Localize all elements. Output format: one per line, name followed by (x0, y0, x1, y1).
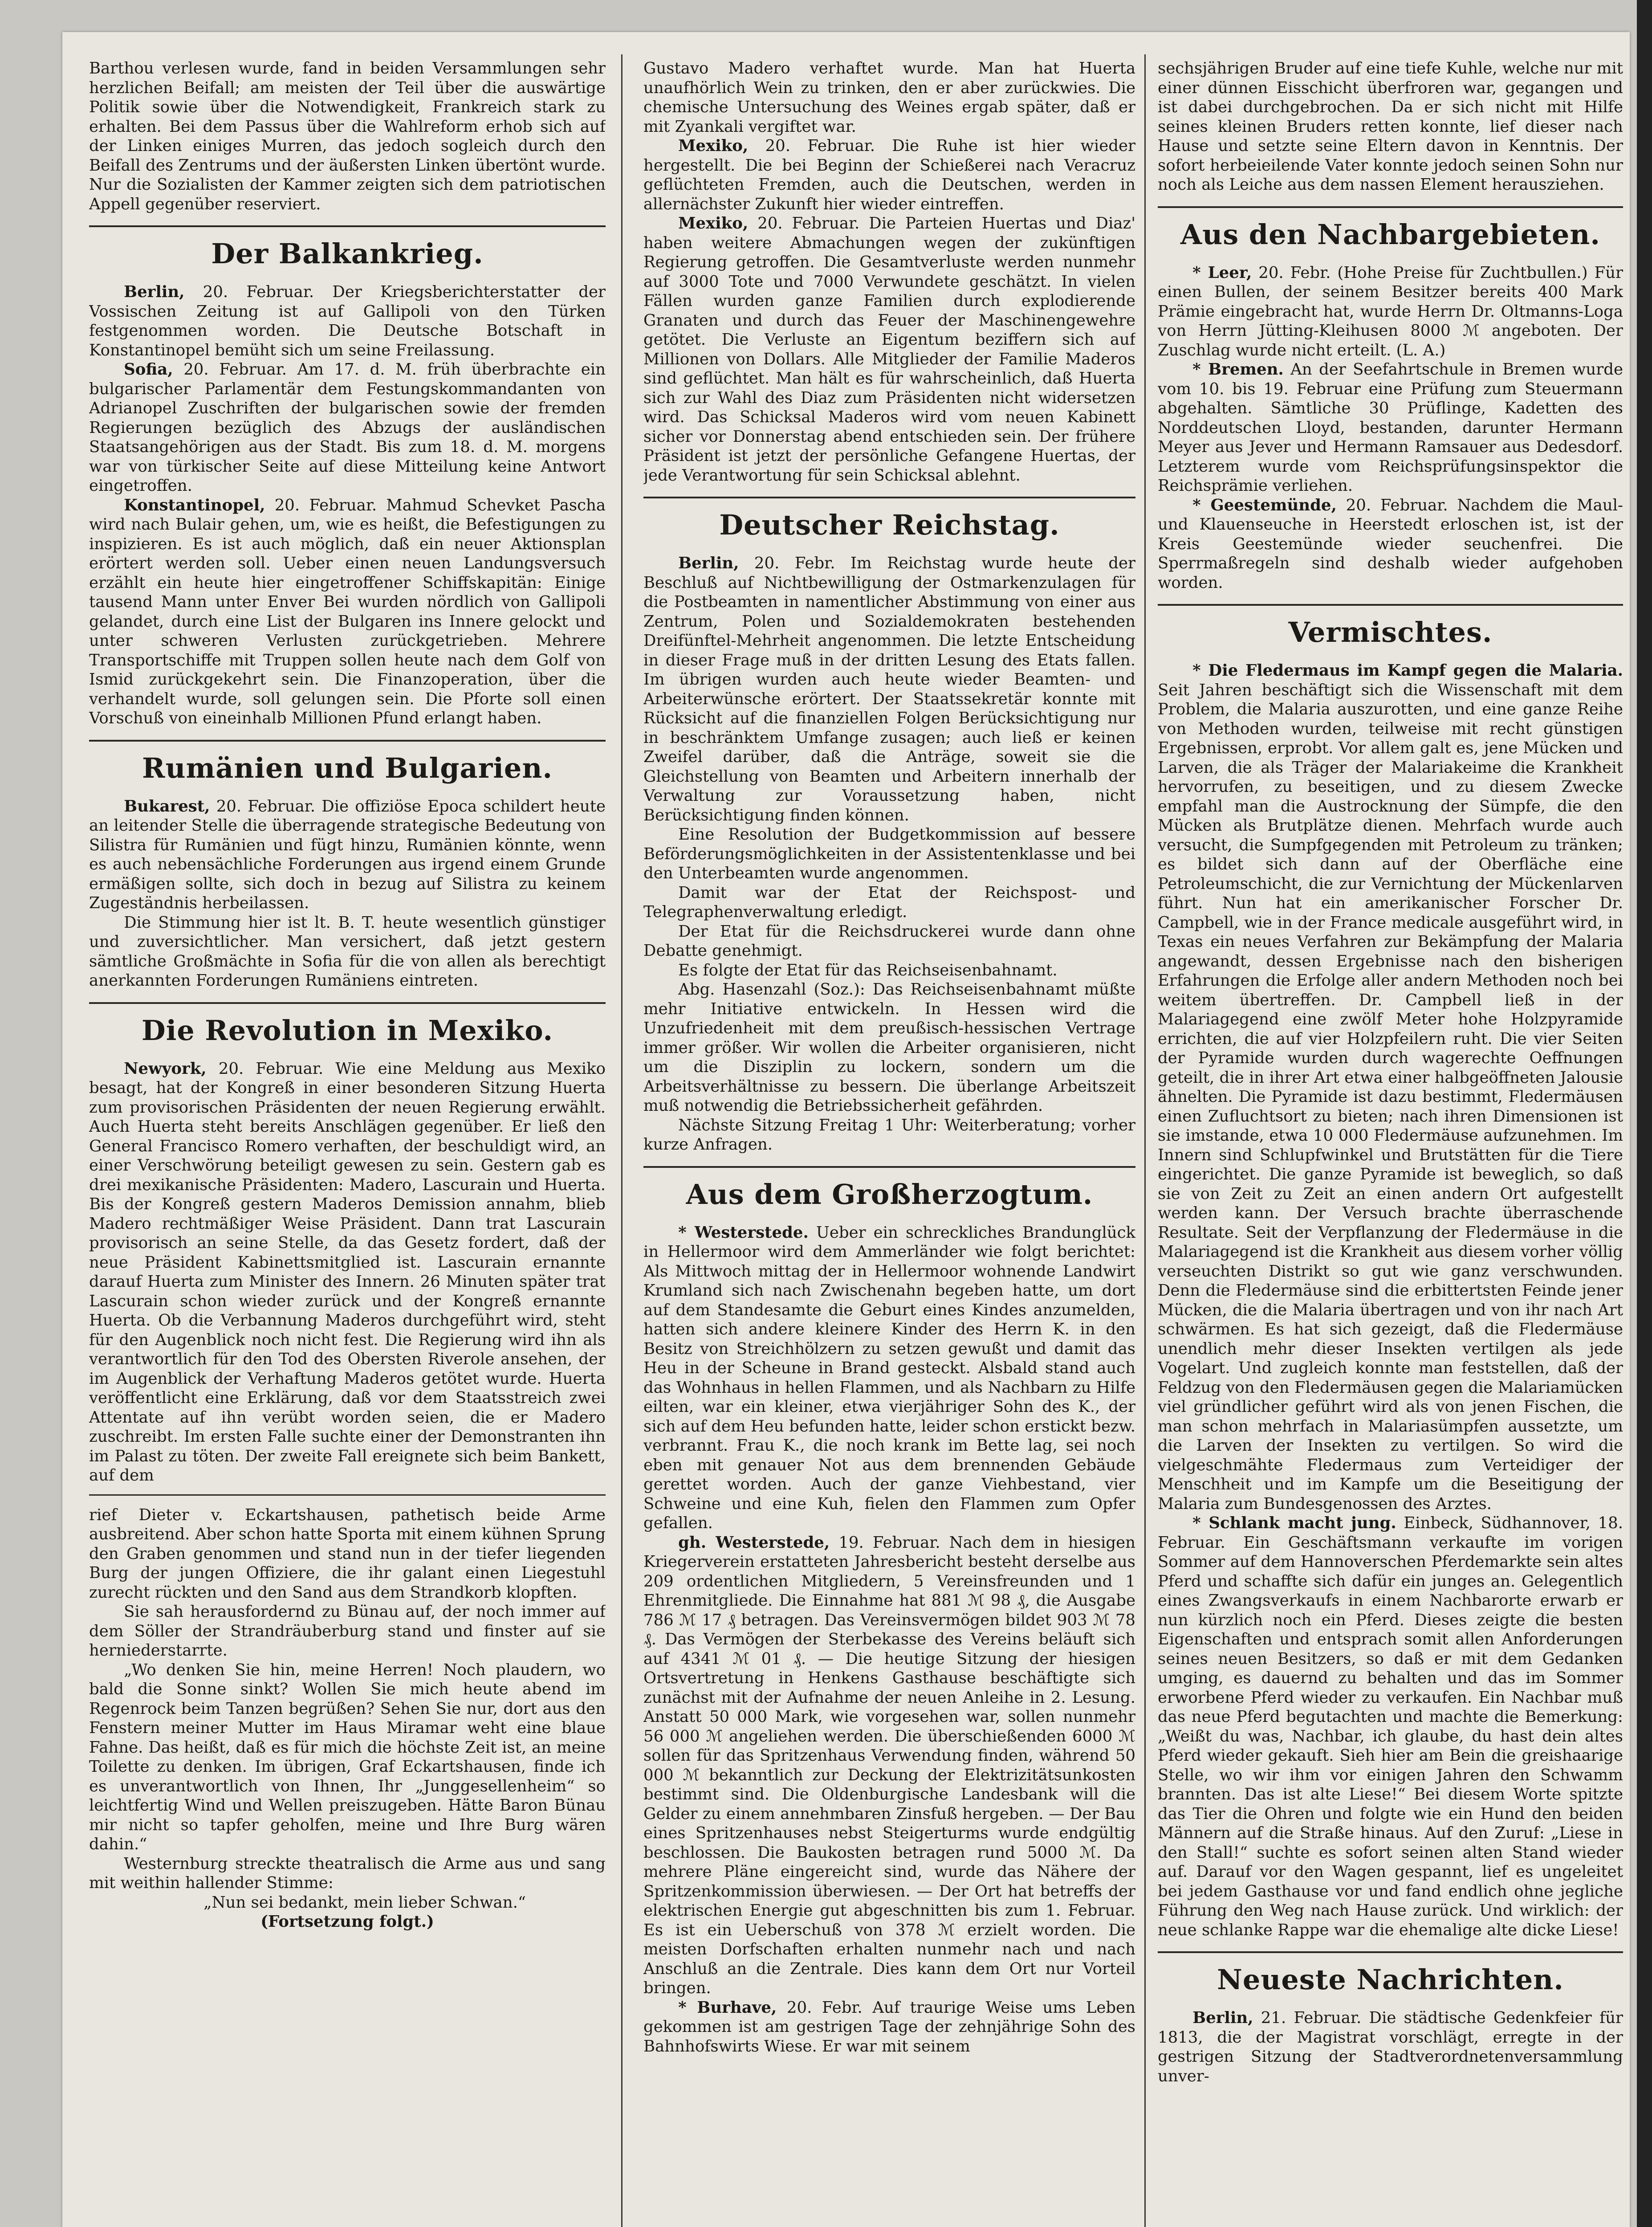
dateline: * Die Fledermaus im Kampf gegen die Malaria. (1192, 661, 1623, 680)
headline-mexiko: Die Revolution in Mexiko. (141, 1014, 553, 1047)
dateline: gh. Westerstede, (678, 1533, 830, 1552)
body-text: Seit Jahren beschäftigt sich die Wissenschaft mit dem Problem, die Malaria auszurotten, und eine ganze Reihe von Methoden wurden, teilweise mit recht günstigen Ergebnissen, erprobt. Vor allem galt es, jene Mücken und Larven, die als Träger der Malariakeime die Krankheit hervorrufen, zu beseitigen, und zu diesem Zwecke empfahl man die Austrocknung der Sümpfe, die den Mücken als Brutplätze dienen. Mehrfach wurde auch versucht, die Sumpfgegenden mit Petroleum zu tränken; es bildet sich dann auf der Oberfläche eine Petroleumschicht, die zur Vernichtung der Mückenlarven führt. Nun hat ein amerikanischer Forscher Dr. Campbell, wie in der France medicale ausgeführt wird, in Texas ein neues Verfahren zur Bekämpfung der Malaria angewandt, dessen Ergebnisse nach den bisherigen Erfahrungen die Erfolge aller andern Methoden noch bei weitem übertreffen. Dr. Campbell ließ in der Malariagegend eine zwölf Meter hohe Holzpyramide errichten, die auf vier Holzpfeilern ruht. Die vier Seiten der Pyramide wurden durch wagerechte Oeffnungen geteilt, die in ihrer Art etwa einer halbgeöffneten Jalousie ähnelten. Die Pyramide ist dazu bestimmt, Fledermäusen einen Zufluchtsort zu bieten; nach ihren Dimensionen ist sie imstande, etwa 10 000 Fledermäuse aufzunehmen. Im Innern sind Schlupfwinkel und Brutstätten für die Tiere eingerichtet. Die ganze Pyramide ist beweglich, so daß sie von Zeit zu Zeit an einen andern Ort aufgestellt werden kann. Der Versuch brachte überraschende Resultate. Seit der Verpflanzung der Fledermäuse in die Malariagegend ist die Krankheit aus diesem vorher völlig verseuchten Distrikt so gut wie ganz verschwunden. Denn die Fledermäuse sind die erbittertsten Feinde jener Mücken, die die Malaria übertragen und von ihr nach Art schwärmen. Es hat sich gezeigt, daß die Fledermäuse unendlich mehr dieser Insekten vertilgen als jede Vogelart. Und zugleich konnte man feststellen, daß der Feldzug von den Fledermäusen gegen die Malariamücken viel gründlicher geführt wird als von jenen Fischen, die man schon mehrfach in Malariasümpfen aussetzte, um die Larven der Insekten zu vertilgen. So wird die vielgeschmähte Fledermaus zum Verteidiger der Menschheit und im Kampfe um die Beseitigung der Malaria zum Bundesgenossen des Arztes. (1158, 681, 1623, 1513)
body-text: 20. Febr. Im Reichstag wurde heute der Beschluß auf Nichtbewilligung der Ostmarkenzulagen für die Postbeamten in namentlicher Abstimmung von einer aus Zentrum, Polen und Sozialdemokraten bestehenden Dreifünftel-Mehrheit angenommen. Die letzte Entscheidung in dieser Frage muß in der dritten Lesung des Etats fallen. Im übrigen wurden auch heute wieder Beamten- und Arbeiterwünsche erörtert. Der Staatssekretär konnte mit Rücksicht auf die finanziellen Folgen Berücksichtigung nur in beschränktem Umfange zusagen; auch ließ er keinen Zweifel darüber, daß die Anträge, soweit sie die Gleichstellung von Beamten und Arbeitern innerhalb der Verwaltung zur Voraussetzung haben, nicht Berücksichtigung finden können. (643, 554, 1135, 824)
scan-edge (1637, 0, 1652, 2227)
paragraph: Barthou verlesen wurde, fand in beiden Versammlungen sehr herzlichen Beifall; am meisten der Teil über die auswärtige Politik sowie über die Notwendigkeit, Frankreich stark zu erhalten. Bei dem Passus über die Wahlreform erhob sich auf der Linken einiges Murren, das jedoch sogleich durch den Beifall des Zentrums und der äußersten Linken übertönt wurde. Nur die Sozialisten der Kammer zeigten sich dem patriotischen Appell gegenüber reserviert. (89, 59, 606, 213)
dateline: * Geestemünde, (1192, 496, 1337, 514)
body-text: Einbeck, Südhannover, 18. Februar. Ein Geschäftsmann verkaufte im vorigen Sommer auf dem Hannoverschen Pferdemarkte sein altes Pferd und schaffte sich dafür ein junges an. Gelegentlich eines Zwangsverkaufs in einem Nachbarorte erwarb er nun kürzlich noch ein Pferd. Dieses zeigte die besten Eigenschaften und entsprach somit allen Anforderungen seines neuen Besitzers, so daß er mit dem Gedanken umging, es dauernd zu behalten und das im Sommer erworbene Pferd wieder zu verkaufen. Ein Nachbar muß das neue Pferd begutachten und machte die Bemerkung: „Weißt du was, Nachbar, ich glaube, du hast dein altes Pferd wieder gekauft. Sieh hier am Bein die greishaarige Stelle, wo wir ihm vor einigen Jahren den Schwamm brannten. Das ist alte Liese!“ Bei diesem Worte spitzte das Tier die Ohren und folgte wie ein Hund den beiden Männern auf die Straße hinaus. Auf den Zuruf: „Liese in den Stall!“ suchte es sofort seinen alten Stand wieder auf. Darauf vor den Wagen gespannt, lief es ungeleitet bei jedem Gasthause vor und fand endlich ohne jegliche Führung den Weg nach Hause zurück. Und wirklich: der neue schlanke Rappe war die ehemalige alte dicke Liese! (1158, 1514, 1623, 1939)
paragraph (89, 282, 606, 360)
dateline: Berlin, (1192, 2009, 1253, 2027)
paragraph (1158, 661, 1623, 1513)
section-rule (643, 497, 1135, 498)
paragraph (1158, 263, 1623, 360)
body-text: 20. Februar. Am 17. d. M. früh überbrachte ein bulgarischer Parlamentär dem Festungskommandanten von Adrianopel Zuschriften der bulgarischen sowie der fremden Regierungen bezüglich des Abzugs der ausländischen Staatsangehörigen aus der Stadt. Bis zum 18. d. M. morgens war von türkischer Seite auf diese Mitteilung keine Antwort eingetroffen. (89, 360, 606, 495)
headline-balkankrieg: Der Balkankrieg. (211, 237, 484, 270)
paragraph (1158, 1513, 1623, 1940)
dateline: Sofia, (124, 360, 173, 379)
body-text: 20. Februar. Wie eine Meldung aus Mexiko besagt, hat der Kongreß in einer besonderen Sitzung Huerta zum provisorischen Präsidenten der neuen Regierung erwählt. Auch Huerta steht bereits Anschlägen gegenüber. Er ließ den General Francisco Romero verhaften, der beschuldigt wird, an einer Verschwörung beteiligt gewesen zu sein. Gestern gab es drei mexikanische Präsidenten: Madero, Lascurain und Huerta. Bis der Kongreß gestern Maderos Demission annahm, blieb Madero rechtmäßiger Weise Präsident. Dann trat Lascurain provisorisch an seine Stelle, da das Gesetz fordert, daß der neue Präsident Kabinettsmitglied ist. Lascurain ernannte darauf Huerta zum Minister des Innern. 26 Minuten später trat Lascurain schon wieder zurück und der Kongreß ernannte Huerta. Ob die Verbannung Maderos durchgeführt wird, steht für den Augenblick noch nicht fest. Die Regierung wird ihn als verantwortlich für den Tod des Obersten Riverole ansehen, der im Augenblick der Verhaftung Maderos getötet wurde. Huerta veröffentlicht eine Erklärung, daß vor dem Staatsstreich zwei Attentate auf ihn verübt worden seien, die er Madero zuschreibt. Im ersten Falle suchte einer der Demonstranten ihn im Palast zu töten. Der zweite Fall ereignete sich beim Bankett, auf dem (89, 1059, 606, 1485)
headline-neueste-nachrichten: Neueste Nachrichten. (1217, 1963, 1564, 1996)
dateline: * Westerstede. (678, 1223, 809, 1242)
section-rule (89, 1002, 606, 1004)
dateline: Bukarest, (124, 797, 210, 816)
body-text: 20. Februar. Der Kriegsberichterstatter der Vossischen Zeitung ist auf Gallipoli von den Türken festgenommen worden. Die Deutsche Botschaft in Konstantinopel bemüht sich um seine Freilassung. (89, 283, 606, 359)
dateline: Mexiko, (678, 214, 749, 232)
section-rule (1158, 1951, 1623, 1953)
body-text: 20. Febr. (Hohe Preise für Zuchtbullen.) Für einen Bullen, der seinem Besitzer bereits 400 Mark Prämie eingebracht hat, wurde Herrn Dr. Oltmanns-Loga von Herrn Jütting-Kleihusen 8000 ℳ angeboten. Der Zuschlag wurde nicht erteilt. (L. A.) (1158, 263, 1623, 359)
novel-paragraph: „Wo denken Sie hin, meine Herren! Noch plaudern, wo bald die Sonne sinkt? Wollen Sie mich heute abend im Regenrock beim Tanzen begrüßen? Sehen Sie nur, dort aus den Fenstern meiner Mutter im Haus Miramar weht eine blaue Fahne. Das heißt, daß es für mich die höchste Zeit ist, an meine Toilette zu denken. Im übrigen, Graf Eckartshausen, finde ich es unverantwortlich von Ihnen, Ihr „Junggesellenheim“ so leichtfertig Wind und Wellen preiszugeben. Hätte Baron Bünau mir nicht so tapfer geholfen, meine und Ihre Burg wären dahin.“ (89, 1660, 606, 1853)
paragraph (643, 1533, 1135, 1998)
paragraph (89, 797, 606, 913)
headline-nachbargebiete: Aus den Nachbargebieten. (1180, 218, 1600, 251)
headline-grossherzogtum: Aus dem Großherzogtum. (686, 1178, 1093, 1211)
dateline: Berlin, (124, 283, 185, 301)
paragraph: Gustavo Madero verhaftet wurde. Man hat Huerta unaufhörlich Wein zu trinken, den er aber zurückwies. Die chemische Untersuchung des Weines ergab später, daß er mit Zyankali vergiftet war. (643, 59, 1135, 136)
dateline: * Burhave, (678, 1998, 777, 2017)
section-rule (1158, 604, 1623, 606)
column-rule-1 (621, 54, 623, 2227)
paragraph: sechsjährigen Bruder auf eine tiefe Kuhle, welche nur mit einer dünnen Eisschicht überfroren war, gegangen und ist dabei durchgebrochen. Da er sich nicht mit Hilfe seines kleinen Bruders retten konnte, lief dieser nach Hause und setzte seine Eltern davon in Kenntnis. Der sofort herbeieilende Vater konnte jedoch seinen Sohn nur noch als Leiche aus dem nassen Element herausziehen. (1158, 59, 1623, 194)
novel-paragraph: rief Dieter v. Eckartshausen, pathetisch beide Arme ausbreitend. Aber schon hatte Sporta mit einem kühnen Sprung den Graben genommen und stand nun in der tiefer liegenden Burg der jungen Offiziere, die ihr galant einen Liegestuhl zurecht rückten und den Sand aus dem Strandkorb klopften. (89, 1505, 606, 1602)
dateline: Mexiko, (678, 137, 749, 155)
paragraph: Damit war der Etat der Reichspost- und Telegraphenverwaltung erledigt. (643, 883, 1135, 921)
body-text: Ueber ein schreckliches Brandunglück in Hellermoor wird dem Ammerländer wie folgt berichtet: Als Mittwoch mittag der in Hellermoor wohnende Landwirt Krumland sich nach Zwischenahn begeben hatte, um dort auf dem Standesamte die Geburt eines Kindes anzumelden, hatten sich andere kleinere Kinder des Herrn K. in den Besitz von Streichhölzern zu setzen gewußt und damit das Heu in der Scheune in Brand gesteckt. Alsbald stand auch das Wohnhaus in hellen Flammen, und als Nachbarn zu Hilfe eilten, war ein kleiner, etwa vierjähriger Sohn des K., der sich auf dem Heu befunden hatte, leider schon erstickt bezw. verbrannt. Frau K., die noch krank im Bette lag, sei noch eben mit genauer Not aus dem brennenden Gebäude gerettet worden. Auch der ganze Viehbestand, vier Schweine und eine Kuh, fielen den Flammen zum Opfer gefallen. (643, 1223, 1135, 1532)
body-text: 20. Febr. Auf traurige Weise ums Leben gekommen ist am gestrigen Tage der zehnjährige Sohn des Bahnhofswirts Wiese. Er war mit seinem (643, 1998, 1135, 2056)
newspaper-page (62, 32, 1630, 2227)
dateline: * Leer, (1192, 263, 1252, 282)
paragraph (643, 1223, 1135, 1533)
paragraph: Nächste Sitzung Freitag 1 Uhr: Weiterberatung; vorher kurze Anfragen. (643, 1116, 1135, 1154)
section-rule (643, 1166, 1135, 1168)
body-text: An der Seefahrtschule in Bremen wurde vom 10. bis 19. Februar eine Prüfung zum Steuermann abgehalten. Sämtliche 30 Prüflinge, Kadetten des Norddeutschen Lloyd, bestanden, darunter Hermann Meyer aus Jever und Hermann Ramsauer aus Dedesdorf. Letzterem wurde vom Reichsprüfungsinspektor die Reichsprämie verliehen. (1158, 360, 1623, 495)
dateline: Konstantinopel, (124, 496, 265, 514)
section-rule (89, 225, 606, 227)
dateline: Berlin, (678, 554, 739, 572)
column-2 (643, 59, 1135, 2227)
paragraph: Es folgte der Etat für das Reichseisenbahnamt. (678, 961, 1058, 979)
paragraph (1158, 2008, 1623, 2086)
paragraph: Der Etat für die Reichsdruckerei wurde dann ohne Debatte genehmigt. (643, 922, 1135, 960)
dateline: * Schlank macht jung. (1192, 1514, 1396, 1532)
novel-paragraph: Westernburg streckte theatralisch die Arme aus und sang mit weithin hallender Stimme: (89, 1854, 606, 1892)
novel-paragraph: „Nun sei bedankt, mein lieber Schwan.“ (203, 1893, 526, 1912)
dateline: * Bremen. (1192, 360, 1284, 379)
paragraph: Eine Resolution der Budgetkommission auf bessere Beförderungsmöglichkeiten in der Assistentenklasse und bei den Unterbeamten wurde angenommen. (643, 825, 1135, 882)
body-text: 20. Februar. Die offiziöse Epoca schildert heute an leitender Stelle die überragende strategische Bedeutung von Silistra für Rumänien und fügt hinzu, Rumänien könnte, wenn es auch nebensächliche Forderungen aus irgend einem Grunde ermäßigen sollte, sich doch in bezug auf Silistra zu keinem Zugeständnis herbeilassen. (89, 797, 606, 912)
body-text: 20. Februar. Mahmud Schevket Pascha wird nach Bulair gehen, um, wie es heißt, die Befestigungen zu inspizieren. Es ist auch möglich, daß ein neuer Aktionsplan erörtert werden soll. Ueber einen neuen Landungsversuch erzählt ein heute hier eingetroffener Schiffskapitän: Einige tausend Mann unter Enver Bei wurden nördlich von Gallipoli gelandet, durch eine List der Bulgaren ins Innere gelockt und unter schweren Verlusten zurückgetrieben. Mehrere Transportschiffe mit Truppen sollen heute nach dem Golf von Ismid zurückgekehrt sein. Die Finanzoperation, über die verhandelt wurde, soll gelungen sein. Die Pforte soll einen Vorschuß von eineinhalb Millionen Pfund erlangt haben. (89, 496, 606, 727)
dateline: Newyork, (124, 1059, 207, 1078)
paragraph (89, 1059, 606, 1485)
continuation-note: (Fortsetzung folgt.) (260, 1913, 434, 1931)
paragraph (643, 214, 1135, 485)
paragraph (1158, 360, 1623, 496)
headline-reichstag: Deutscher Reichstag. (719, 509, 1060, 541)
feuilleton-divider (89, 1494, 606, 1496)
column-1 (89, 59, 606, 2227)
paragraph (643, 554, 1135, 825)
column-rule-2 (1144, 54, 1146, 2227)
paragraph (89, 496, 606, 728)
paragraph: Die Stimmung hier ist lt. B. T. heute wesentlich günstiger und zuversichtlicher. Man versichert, daß jetzt gestern sämtliche Großmächte in Sofia für die von allen als berechtigt anerkannten Forderungen Rumäniens eintreten. (89, 913, 606, 990)
body-text: 20. Februar. Nachdem die Maul- und Klauenseuche in Heerstedt erloschen ist, ist der Kreis Geestemünde wieder seuchenfrei. Die Sperrmaßregeln sind deshalb wieder aufgehoben worden. (1158, 496, 1623, 592)
headline-vermischtes: Vermischtes. (1288, 616, 1493, 649)
section-rule (89, 740, 606, 742)
body-text: 19. Februar. Nach dem in hiesigen Kriegerverein erstatteten Jahresbericht besteht derselbe aus 209 ordentlichen Mitgliedern, 5 Vereinsfreunden und 1 Ehrenmitgliede. Die Einnahme hat 881 ℳ 98 ₰, die Ausgabe 786 ℳ 17 ₰ betragen. Das Vereinsvermögen bildet 903 ℳ 78 ₰. Das Vermögen der Sterbekasse des Vereins beläuft sich auf 4341 ℳ 01 ₰. — Die heutige Sitzung der hiesigen Ortsvertretung in Henkens Gasthause beschäftigte sich zunächst mit der Aufnahme der neuen Anleihe in 2. Lesung. Anstatt 50 000 Mark, wie vorgesehen war, sollen nunmehr 56 000 ℳ angeliehen werden. Die überschießenden 6000 ℳ sollen für das Spritzenhaus Verwendung finden, während 50 000 ℳ bekanntlich zur Deckung der Elektrizitätsunkosten bestimmt sind. Die Oldenburgische Landesbank will die Gelder zu einem annehmbaren Zinsfuß hergeben. — Der Bau eines Spritzenhauses nebst Steigerturms wurde endgültig beschlossen. Die Baukosten betragen rund 5000 ℳ. Da mehrere Pläne eingereicht sind, wurde das Nähere der Spritzenkommission überwiesen. — Der Ort hat betreffs der elektrischen Energie gut abgeschnitten bis zum 1. Februar. Es ist ein Ueberschuß von 378 ℳ erzielt worden. Die meisten Dorfschaften erhalten nunmehr nach und nach Anschluß an die Zentrale. Dies kann dem Ort nur Vorteil bringen. (643, 1533, 1135, 1997)
paragraph (89, 360, 606, 496)
paragraph: Abg. Hasenzahl (Soz.): Das Reichseisenbahnamt müßte mehr Initiative entwickeln. In Hessen wird die Unzufriedenheit mit dem preußisch-hessischen Vertrage immer größer. Wir wollen die Arbeiter organisieren, nicht um die Disziplin zu lockern, sondern um die Arbeitsverhältnisse zu bessern. Die überlange Arbeitszeit muß notwendig die Betriebssicherheit gefährden. (643, 980, 1135, 1115)
body-text: 21. Februar. Die städtische Gedenkfeier für 1813, die der Magistrat vorschlägt, erregte in der gestrigen Sitzung der Stadtverordnetenversammlung unver- (1158, 2009, 1623, 2085)
paragraph (643, 136, 1135, 214)
paragraph (643, 1998, 1135, 2056)
body-text: 20. Februar. Die Ruhe ist hier wieder hergestellt. Die bei Beginn der Schießerei nach Veracruz geflüchteten Fremden, auch die Deutschen, werden in allernächster Zukunft hier wieder eintreffen. (643, 137, 1135, 213)
novel-paragraph: Sie sah herausfordernd zu Bünau auf, der noch immer auf dem Söller der Strandräuberburg stand und finster auf sie herniederstarrte. (89, 1603, 606, 1660)
section-rule (1158, 206, 1623, 208)
body-text: 20. Februar. Die Parteien Huertas und Diaz' haben weitere Abmachungen wegen der zukünftigen Regierung getroffen. Die Gesamtverluste werden nunmehr auf 3000 Tote und 7000 Verwundete geschätzt. In vielen Fällen wurden ganze Familien durch explodierende Granaten und durch das Feuer der Maschinengewehre getötet. Die Verluste an Eigentum beziffern sich auf Millionen von Dollars. Alle Mitglieder der Familie Maderos sind geflüchtet. Man hält es für wahrscheinlich, daß Huerta sich zur Wahl des Diaz zum Präsidenten nicht widersetzen wird. Das Schicksal Maderos wird vom neuen Kabinett sicher vor Donnerstag abend entschieden sein. Der frühere Präsident ist jetzt der persönliche Gefangene Huertas, der jede Verantwortung für sein Schicksal ablehnt. (643, 214, 1135, 485)
paragraph (1158, 496, 1623, 593)
headline-rumaenien: Rumänien und Bulgarien. (142, 751, 553, 784)
column-3 (1158, 59, 1623, 2227)
